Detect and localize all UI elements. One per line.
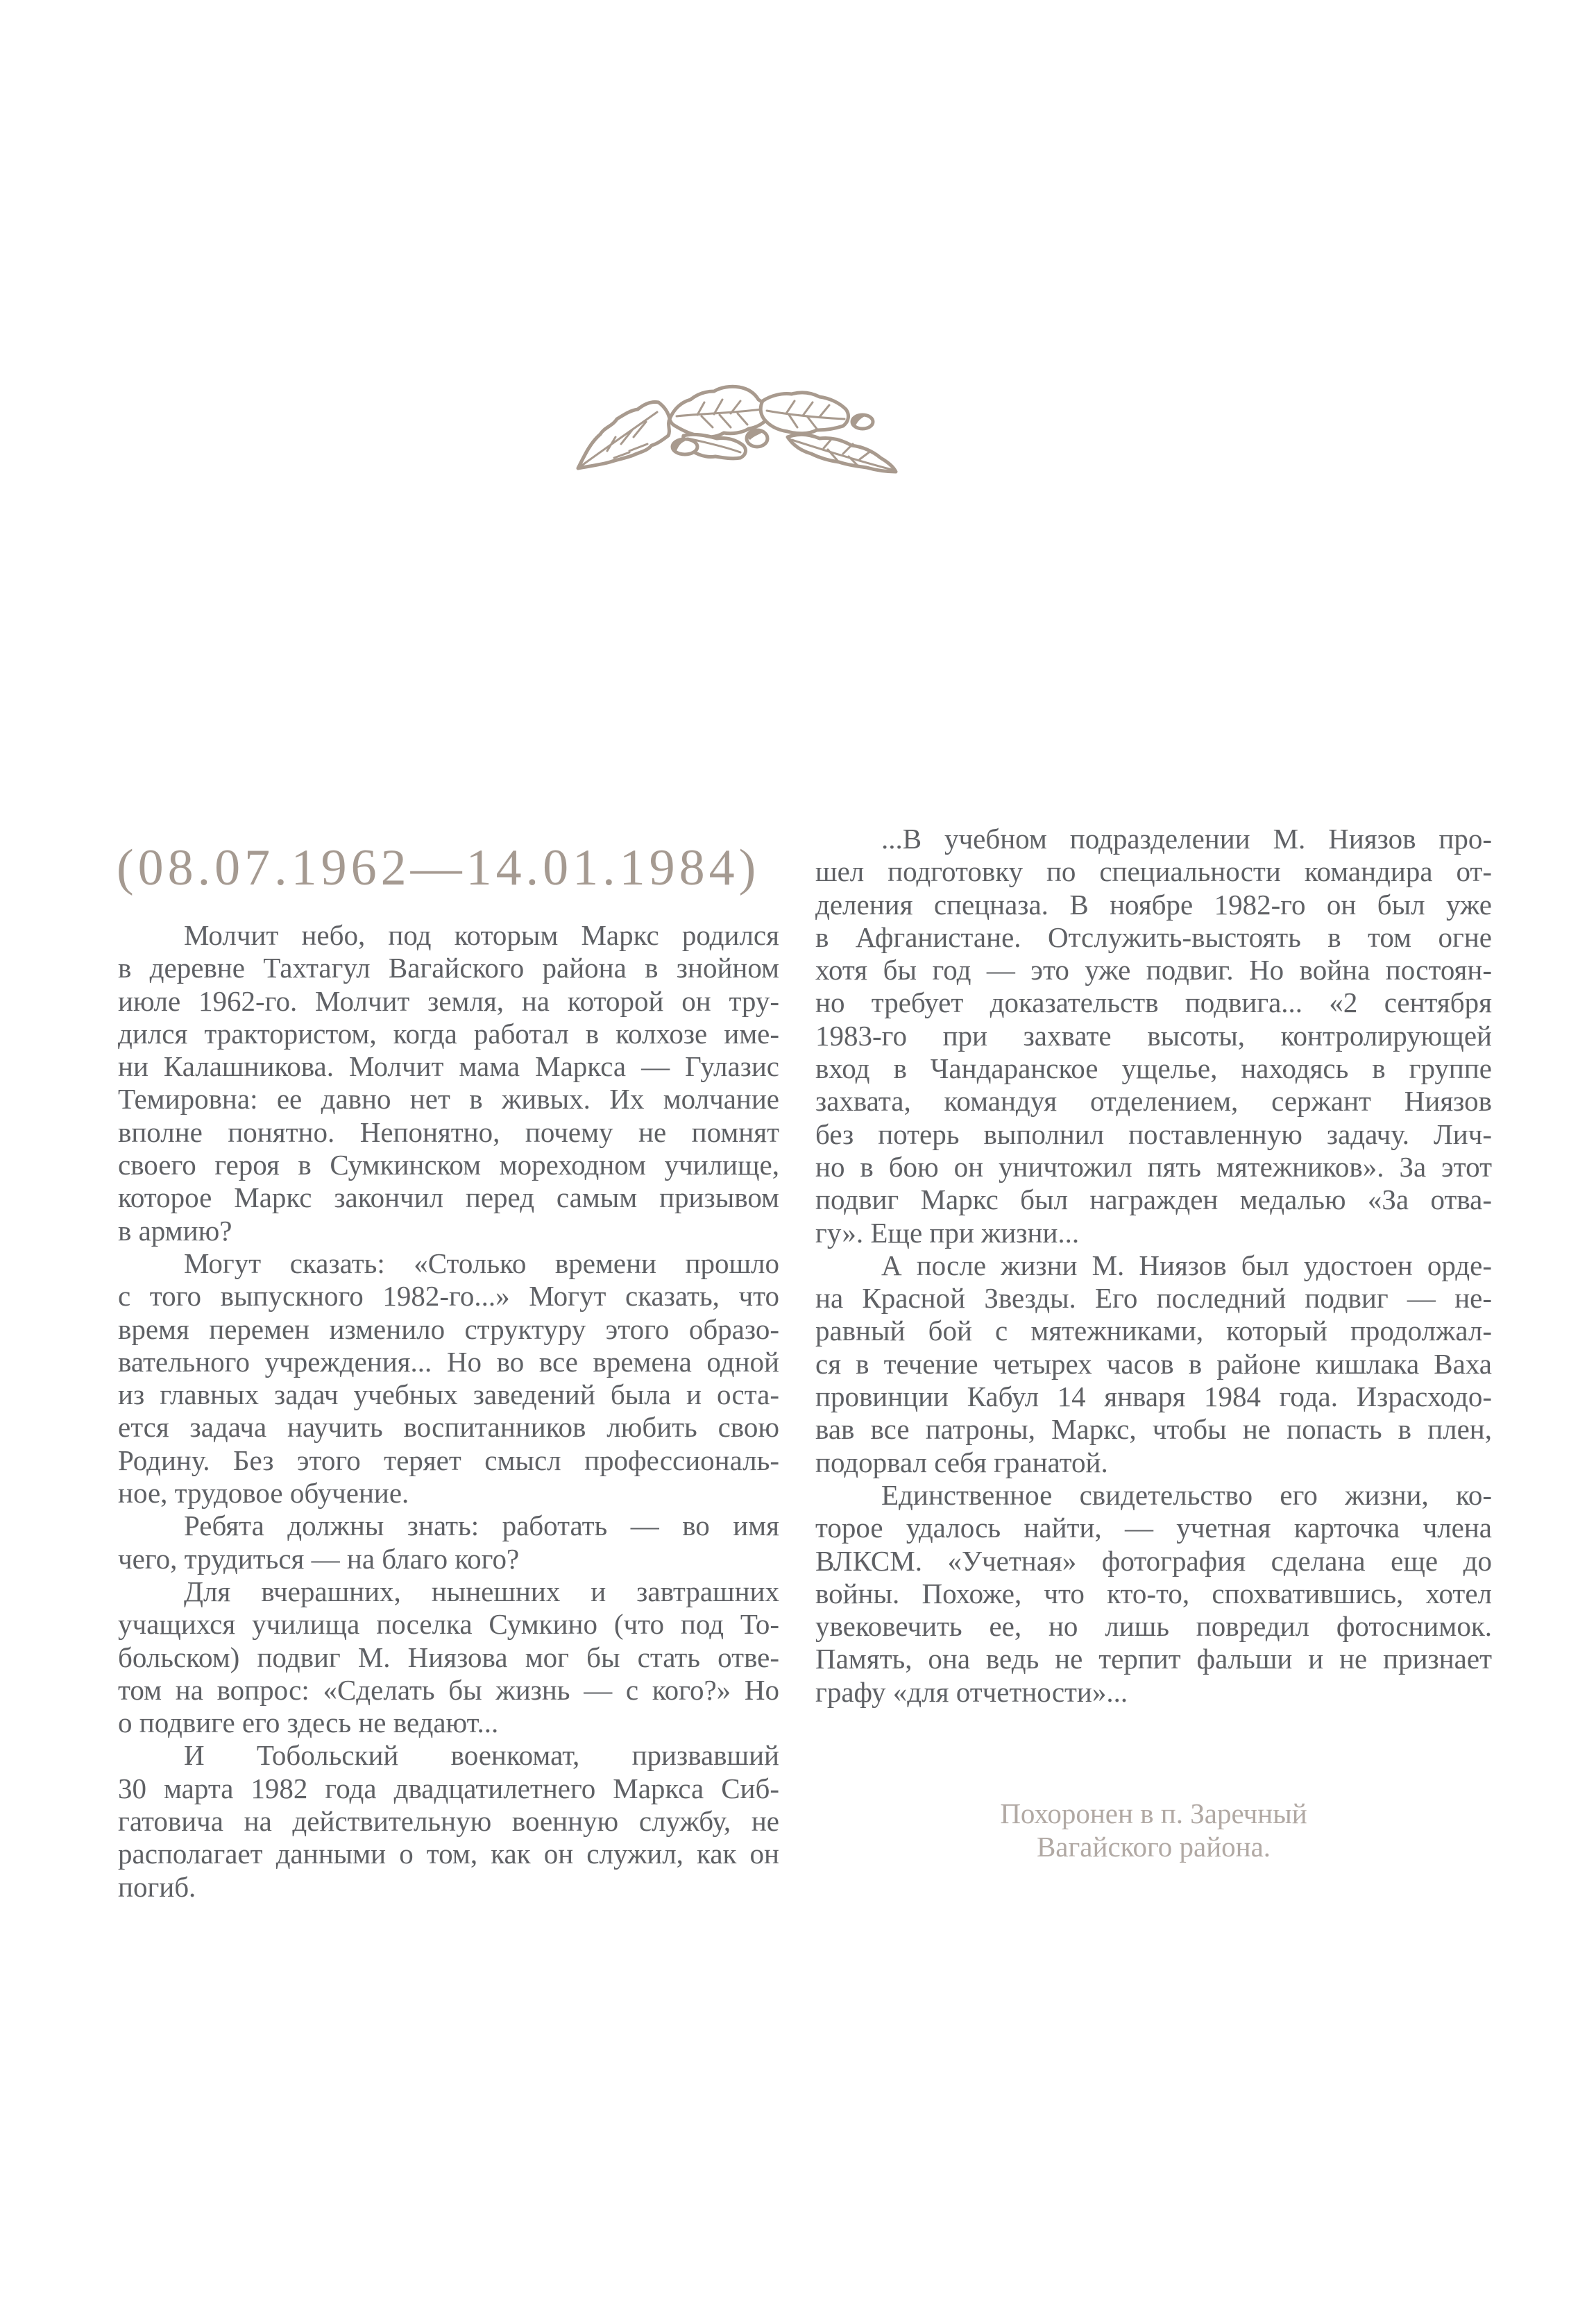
text-line: но в бою он уничтожил пять мятежников». За этот [815,1150,1492,1183]
text-line: войны. Похоже, что кто-то, спохватившись, хотел [815,1577,1492,1609]
text-line: дился трактористом, когда работал в колхозе име- [118,1017,779,1050]
text-line: Могут сказать: «Столько времени прошло [184,1247,779,1279]
text-line: ется задача научить воспитанников любить свою [118,1411,779,1444]
text-line: И Тобольский военкомат, призвавший [184,1739,779,1772]
text-line: которое Маркс закончил перед самым призывом [118,1181,779,1214]
text-line: гу». Еще при жизни... [815,1216,1080,1249]
text-line: на Красной Звезды. Его последний подвиг — не- [815,1282,1492,1315]
text-line: своего героя в Сумкинском мореходном училище, [118,1149,779,1181]
text-line: Память, она ведь не терпит фальши и не признает [815,1643,1492,1675]
text-line: Темировна: ее давно нет в живых. Их молчание [118,1083,779,1116]
text-line: подорвал себя гранатой. [815,1446,1108,1478]
text-line: Родину. Без этого теряет смысл профессиональ- [118,1444,779,1476]
text-line: время перемен изменило структуру этого образо- [118,1313,779,1345]
text-line: гатовича на действительную военную службу, не [118,1805,779,1838]
text-line: ВЛКСМ. «Учетная» фотография сделана еще до [815,1544,1492,1577]
text-line: ...В учебном подразделении М. Ниязов про- [881,823,1492,855]
text-line: о подвиге его здесь не ведают... [118,1707,499,1739]
text-line: Ребята должны знать: работать — во имя [184,1510,779,1542]
text-line: без потерь выполнил поставленную задачу. Лич- [815,1118,1492,1150]
text-line: А после жизни М. Ниязов был удостоен орде- [881,1249,1492,1281]
text-line: хотя бы год — это уже подвиг. Но война постоян- [815,954,1492,986]
text-line: учащихся училища поселка Сумкино (что под То- [118,1608,779,1641]
text-line: в деревне Тахтагул Вагайского района в знойном [118,952,779,984]
burial-note [815,1797,1492,1863]
text-line: Единственное свидетельство его жизни, ко- [881,1478,1492,1511]
text-line: Для вчерашних, нынешних и завтрашних [184,1575,779,1607]
text-line: провинции Кабул 14 января 1984 года. Израсходо- [815,1381,1492,1413]
text-line: вход в Чандаранское ущелье, находясь в группе [815,1052,1492,1085]
text-line: 1983-го при захвате высоты, контролирующей [815,1019,1492,1052]
text-line: увековечить ее, но лишь повредил фотоснимок. [815,1610,1492,1643]
text-line: захвата, командуя отделением, сержант Ниязов [815,1085,1492,1118]
text-line: 30 марта 1982 года двадцатилетнего Маркса Сиб- [118,1772,779,1804]
text-line: но требует доказательств подвига... «2 сентября [815,986,1492,1019]
text-line: торое удалось найти, — учетная карточка члена [815,1512,1492,1544]
right-text-column [815,823,1492,1709]
text-line: Молчит небо, под которым Маркс родился [184,919,779,951]
text-line: ни Калашникова. Молчит мама Маркса — Гулазис [118,1050,779,1083]
burial-note-line: Вагайского района. [1036,1831,1271,1863]
text-line: вательного учреждения... Но во все времена одной [118,1345,779,1378]
text-line: подвиг Маркс был награжден медалью «За отва- [815,1184,1492,1216]
text-line: в армию? [118,1214,232,1247]
burial-note-line: Похоронен в п. Заречный [1000,1797,1307,1829]
text-line: шел подготовку по специальности командира от- [815,855,1492,888]
text-line: с того выпускного 1982-го...» Могут сказать, что [118,1280,779,1313]
text-line: погиб. [118,1870,196,1903]
oak-leaf-ornament-icon [566,361,906,475]
text-line: равный бой с мятежниками, который продолжал- [815,1315,1492,1347]
text-line: в Афганистане. Отслужить-выстоять в том огне [815,921,1492,953]
text-line: ся в течение четырех часов в районе кишлака Ваха [815,1347,1492,1380]
text-line: том на вопрос: «Сделать бы жизнь — с кого?» Но [118,1673,779,1706]
text-line: графу «для отчетности»... [815,1675,1128,1708]
text-line: располагает данными о том, как он служил, как он [118,1838,779,1870]
left-text-column [118,919,779,1904]
text-line: ное, трудовое обучение. [118,1477,409,1510]
text-line: вав все патроны, Маркс, чтобы не попасть в плен, [815,1413,1492,1446]
text-line: больском) подвиг М. Ниязова мог бы стать отве- [118,1641,779,1673]
text-line: чего, трудиться — на благо кого? [118,1542,520,1575]
text-line: из главных задач учебных заведений была и оста- [118,1378,779,1411]
text-line: июле 1962-го. Молчит земля, на которой он тру- [118,984,779,1017]
text-line: деления спецназа. В ноябре 1982-го он был уже [815,888,1492,921]
text-line: вполне понятно. Непонятно, почему не помнят [118,1116,779,1148]
life-dates-heading: (08.07.1962—14.01.1984) [117,839,761,896]
